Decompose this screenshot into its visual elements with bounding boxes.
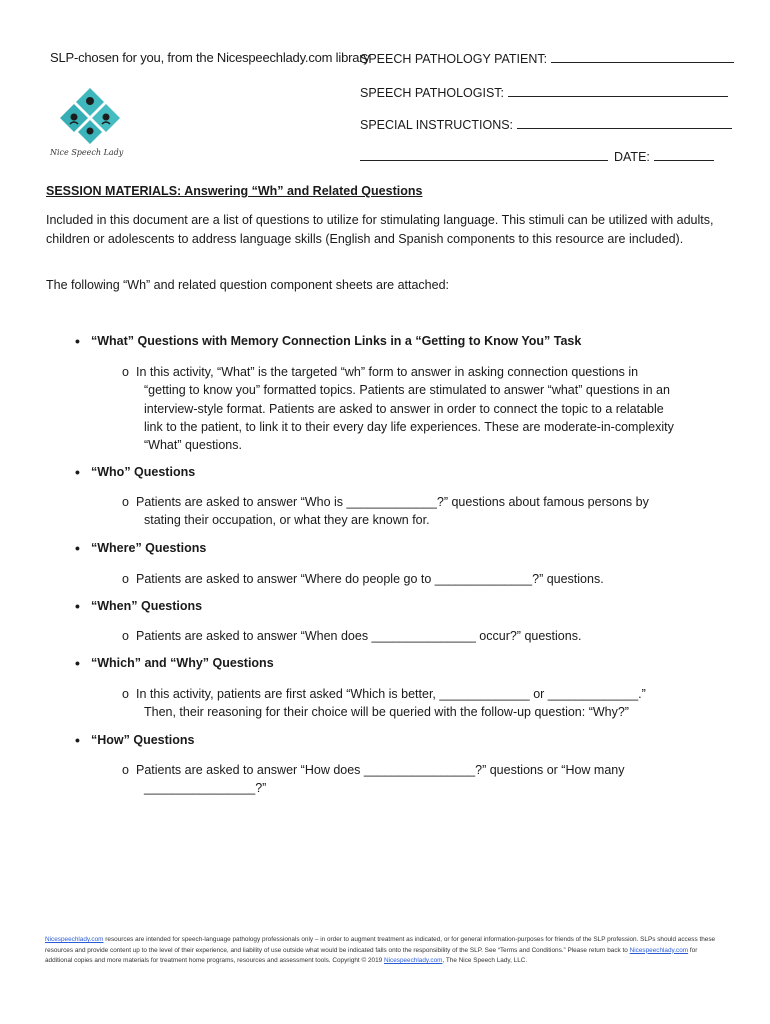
patient-field[interactable] xyxy=(360,50,734,66)
date-field[interactable] xyxy=(360,148,714,164)
bullet-title: “How” Questions xyxy=(91,733,195,747)
sub-where xyxy=(122,570,722,588)
sub-line: interview-style format. Patients are asked to answer in order to connect the topic to a relatable xyxy=(144,401,664,416)
date-label: DATE: xyxy=(614,150,650,164)
intro-paragraph: Included in this document are a list of questions to utilize for stimulating language. This stimuli can be utilized with adults, children or adolescents to address language skills (English and Spanish components to this resource are included). xyxy=(46,213,714,246)
bullet-who xyxy=(75,465,195,479)
sub-line: ________________?” xyxy=(144,781,267,796)
bullet-which-why xyxy=(75,656,274,670)
instructions-field[interactable] xyxy=(360,116,732,132)
sub-line: Patients are asked to answer “When does _______________ occur?” questions. xyxy=(136,629,582,643)
pathologist-field[interactable] xyxy=(360,84,728,100)
attached-intro: The following “Wh” and related question component sheets are attached: xyxy=(46,278,450,292)
bullet-title: “Who” Questions xyxy=(91,465,196,479)
sub-line: Patients are asked to answer “Who is _____________?” questions about famous persons by xyxy=(136,495,649,509)
bullet-where xyxy=(75,541,206,555)
bullet-what xyxy=(75,334,581,348)
bullet-title: “Which” and “Why” Questions xyxy=(91,656,274,670)
footer-text: for additional copies and more materials for treatment home programs, resources and assessment tools. Copyright © 2019 xyxy=(45,946,698,964)
logo-diamonds-icon xyxy=(60,88,120,144)
footer-link[interactable]: Nicespeechlady.com xyxy=(383,957,443,964)
circle-bullet-icon: o xyxy=(122,763,129,777)
instructions-label: SPECIAL INSTRUCTIONS: xyxy=(360,118,514,132)
pathologist-blank-line[interactable] xyxy=(508,84,728,97)
sub-line: stating their occupation, or what they are known for. xyxy=(144,513,430,528)
sub-line: In this activity, patients are first asked “Which is better, _____________ or _____________.” xyxy=(136,687,646,701)
bullet-title: “Where” Questions xyxy=(91,541,207,555)
pathologist-label: SPEECH PATHOLOGIST: xyxy=(360,86,505,100)
date-blank-line[interactable] xyxy=(654,148,714,161)
sub-which-why xyxy=(122,685,722,722)
footer-link[interactable]: Nicespeechlady.com xyxy=(45,936,104,943)
bullet-title: “What” Questions with Memory Connection Links in a “Getting to Know You” Task xyxy=(91,334,582,348)
sub-line: Patients are asked to answer “Where do people go to ______________?” questions. xyxy=(136,572,604,586)
footer-link[interactable]: Nicespeechlady.com xyxy=(629,946,689,954)
sub-line: link to the patient, to link it to their every day life experiences. These are moderate-in-complexity xyxy=(144,419,674,434)
sub-what xyxy=(122,363,722,454)
sub-how xyxy=(122,761,722,798)
footer-text: resources are intended for speech-language pathology professionals only – in order to augment treatment as indicated, or for general information-purposes for friends of the SLP profession. SLPs should access these resources and provide content up to the level of their experience, and liability of use outside what would be indicated falls onto the responsibility of the SLP. See “Terms and Conditions.” Please return back to xyxy=(45,936,716,954)
sub-line: “getting to know you” formatted topics. Patients are stimulated to answer “what” questions in an xyxy=(144,383,670,398)
signature-blank-line[interactable] xyxy=(360,148,608,161)
patient-blank-line[interactable] xyxy=(551,50,734,63)
circle-bullet-icon: o xyxy=(122,629,129,643)
sub-who xyxy=(122,493,722,530)
sub-line: In this activity, “What” is the targeted “wh” form to answer in asking connection questions in xyxy=(136,365,639,379)
logo-caption: Nice Speech Lady xyxy=(50,148,124,157)
circle-bullet-icon: o xyxy=(122,365,129,379)
patient-label: SPEECH PATHOLOGY PATIENT: xyxy=(360,52,548,66)
circle-bullet-icon: o xyxy=(122,495,129,509)
circle-bullet-icon: o xyxy=(122,687,129,701)
circle-bullet-icon: o xyxy=(122,572,129,586)
sub-line: “What” questions. xyxy=(144,438,242,453)
instructions-blank-line[interactable] xyxy=(517,116,732,129)
sub-when xyxy=(122,627,722,645)
section-title: SESSION MATERIALS: Answering “Wh” and Related Questions xyxy=(46,184,423,198)
footer-text: , The Nice Speech Lady, LLC. xyxy=(442,957,528,964)
library-tagline: SLP-chosen for you, from the Nicespeechlady.com library xyxy=(50,50,370,65)
bullet-when xyxy=(75,599,202,613)
sub-line: Patients are asked to answer “How does ________________?” questions or “How many xyxy=(136,763,625,777)
bullet-title: “When” Questions xyxy=(91,599,203,613)
bullet-how xyxy=(75,733,194,747)
footer-disclaimer xyxy=(45,935,725,967)
sub-line: Then, their reasoning for their choice will be queried with the follow-up question: “Why?” xyxy=(144,705,629,720)
